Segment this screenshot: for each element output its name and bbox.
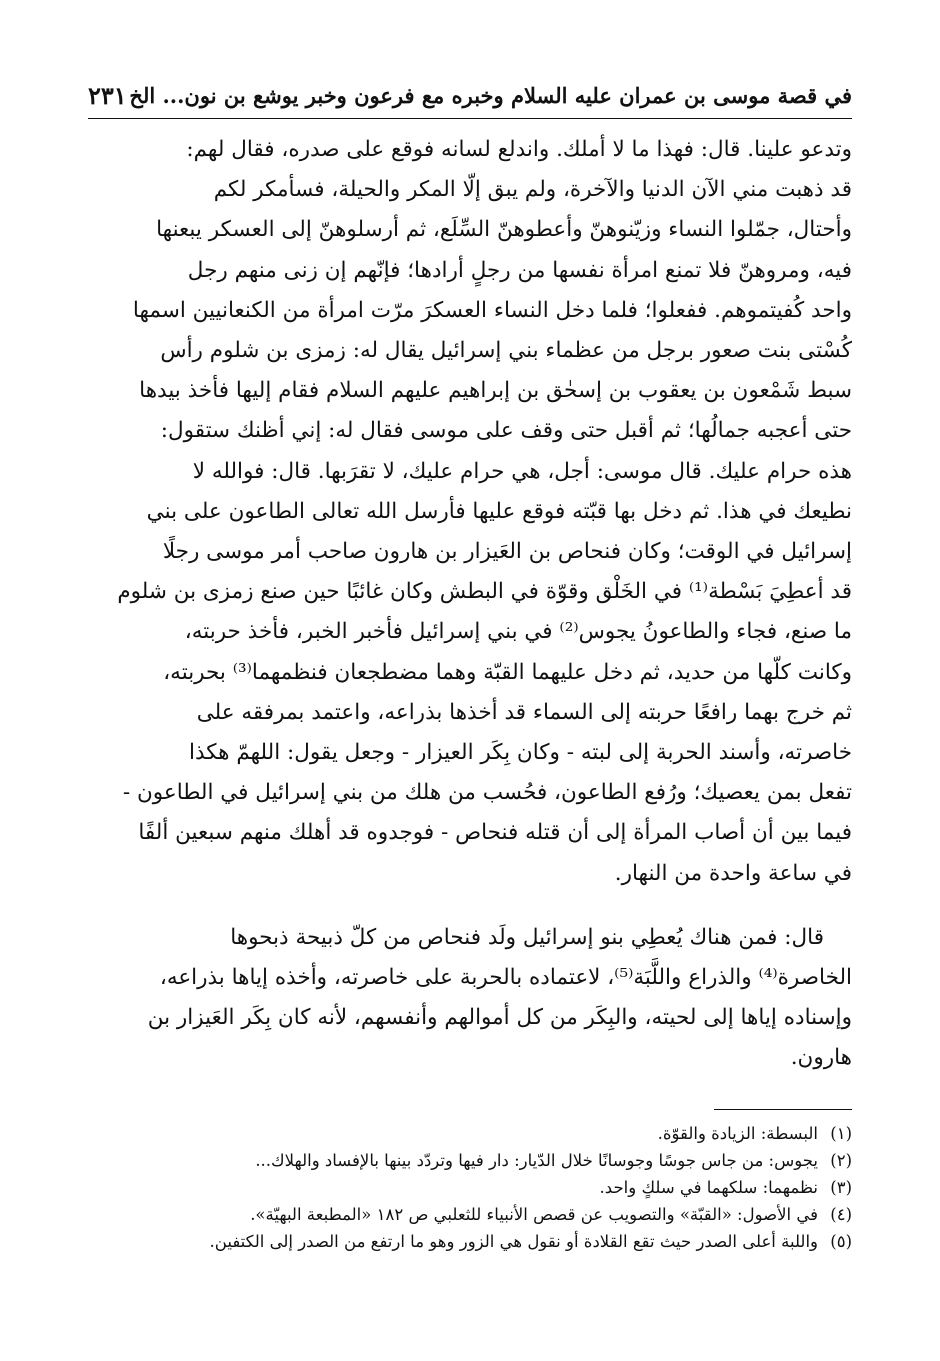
footnote-divider <box>714 1109 852 1110</box>
footnote-3 <box>88 1174 852 1201</box>
header-title: في قصة موسى بن عمران عليه السلام وخبره مع فرعون وخبر يوشع بن نون... الخ <box>129 82 852 108</box>
main-text <box>88 130 852 1079</box>
footnote-5 <box>88 1228 852 1255</box>
running-header <box>88 78 852 112</box>
footnote-number: (٤) <box>830 1205 852 1224</box>
footnote-text: نظمهما: سلكهما في سلكٍ واحد. <box>599 1178 818 1197</box>
footnote-4 <box>88 1201 852 1228</box>
header-divider <box>88 118 852 119</box>
footnote-2 <box>88 1147 852 1174</box>
footnote-text: يجوس: من جاس جوسًا وجوسانًا خلال الدّيار: دار فيها وتردّد بينها بالإفساد والهلاك... <box>255 1151 818 1170</box>
footnote-text: البسطة: الزيادة والقوّة. <box>657 1124 818 1143</box>
paragraph-2: قال: فمن هناك يُعطِي بنو إسرائيل ولَد فنحاص من كلّ ذبيحة ذبحوها الخاصرة⁽⁴⁾ والذراع واللَّبَة⁽⁵⁾، لاعتماده بالحربة على خاصرته، وأخذه إياها بذراعه، وإسناده إياها إلى لحيته، والبِكَر من كل أموالهم وأنفسهم، لأنه كان بِكَر العَيزار بن هارون. <box>147 924 852 1071</box>
footnote-number: (٥) <box>830 1232 852 1251</box>
footnote-text: في الأصول: «القبّة» والتصويب عن قصص الأنبياء للثعلبي ص ١٨٢ «المطبعة البهيّة». <box>250 1205 818 1224</box>
footnote-text: واللبة أعلى الصدر حيث تقع القلادة أو نقول هي الزور وهو ما ارتفع من الصدر إلى الكتفين. <box>209 1232 818 1251</box>
footnote-number: (٢) <box>830 1151 852 1170</box>
footnotes <box>88 1120 852 1255</box>
paragraph-1: وتدعو علينا. قال: فهذا ما لا أملك. واندلع لسانه فوقع على صدره، فقال لهم: قد ذهبت مني الآن الدنيا والآخرة، ولم يبق إلّا المكر والحيلة، فسأمكر لكم وأحتال، جمّلوا النساء وزيّنوهنّ وأعطوهنّ السِّلَع، ثم أرسلوهنّ إلى العسكر يبعنها فيه، ومروهنّ فلا تمنع امرأة نفسها من رجلٍ أرادها؛ فإنّهم إن زنى منهم رجل واحد كُفيتموهم. ففعلوا؛ فلما دخل النساء العسكرَ مرّت امرأة من الكنعانيين اسمها كُسْتى بنت صعور برجل من عظماء بني إسرائيل يقال له: زمزى بن شلوم رأس سبط شَمْعون بن يعقوب بن إسحٰق بن إبراهيم عليهم السلام فقام إليها فأخذ بيدها حتى أعجبه جمالُها؛ ثم أقبل حتى وقف على موسى فقال له: إني أظنك ستقول: هذه حرام عليك. قال موسى: أجل، هي حرام عليك، لا تقرَبها. قال: فوالله لا نطيعك في هذا. ثم دخل بها قبّته فوقع عليها فأرسل الله تعالى الطاعون على بني إسرائيل في الوقت؛ وكان فنحاص بن العَيزار بن هارون صاحب أمر موسى رجلًا قد أعطِيَ بَسْطة⁽¹⁾ في الخَلْق وقوّة في البطش وكان غائبًا حين صنع زمزى بن شلوم ما صنع، فجاء والطاعونُ يجوس⁽²⁾ في بني إسرائيل فأخبر الخبر، فأخذ حربته، وكانت كلّها من حديد، ثم دخل عليهما القبّة وهما مضطجعان فنظمهما⁽³⁾ بحربته، ثم خرج بهما رافعًا حربته إلى السماء قد أخذها بذراعه، واعتمد بمرفقه على خاصرته، وأسند الحربة إلى لبته - وكان بِكَر العيزار - وجعل يقول: اللهمّ هكذا تفعل بمن يعصيك؛ ورُفع الطاعون، فحُسب من هلك من بني إسرائيل في الطاعون - فيما بين أن أصاب المرأة إلى أن قتله فنحاص - فوجدوه قد أهلك منهم سبعين ألفًا في ساعة واحدة من النهار. <box>117 137 852 886</box>
footnote-number: (٣) <box>830 1178 852 1197</box>
page-number: ٢٣١ <box>88 80 127 110</box>
footnote-number: (١) <box>830 1124 852 1143</box>
footnote-1 <box>88 1120 852 1147</box>
